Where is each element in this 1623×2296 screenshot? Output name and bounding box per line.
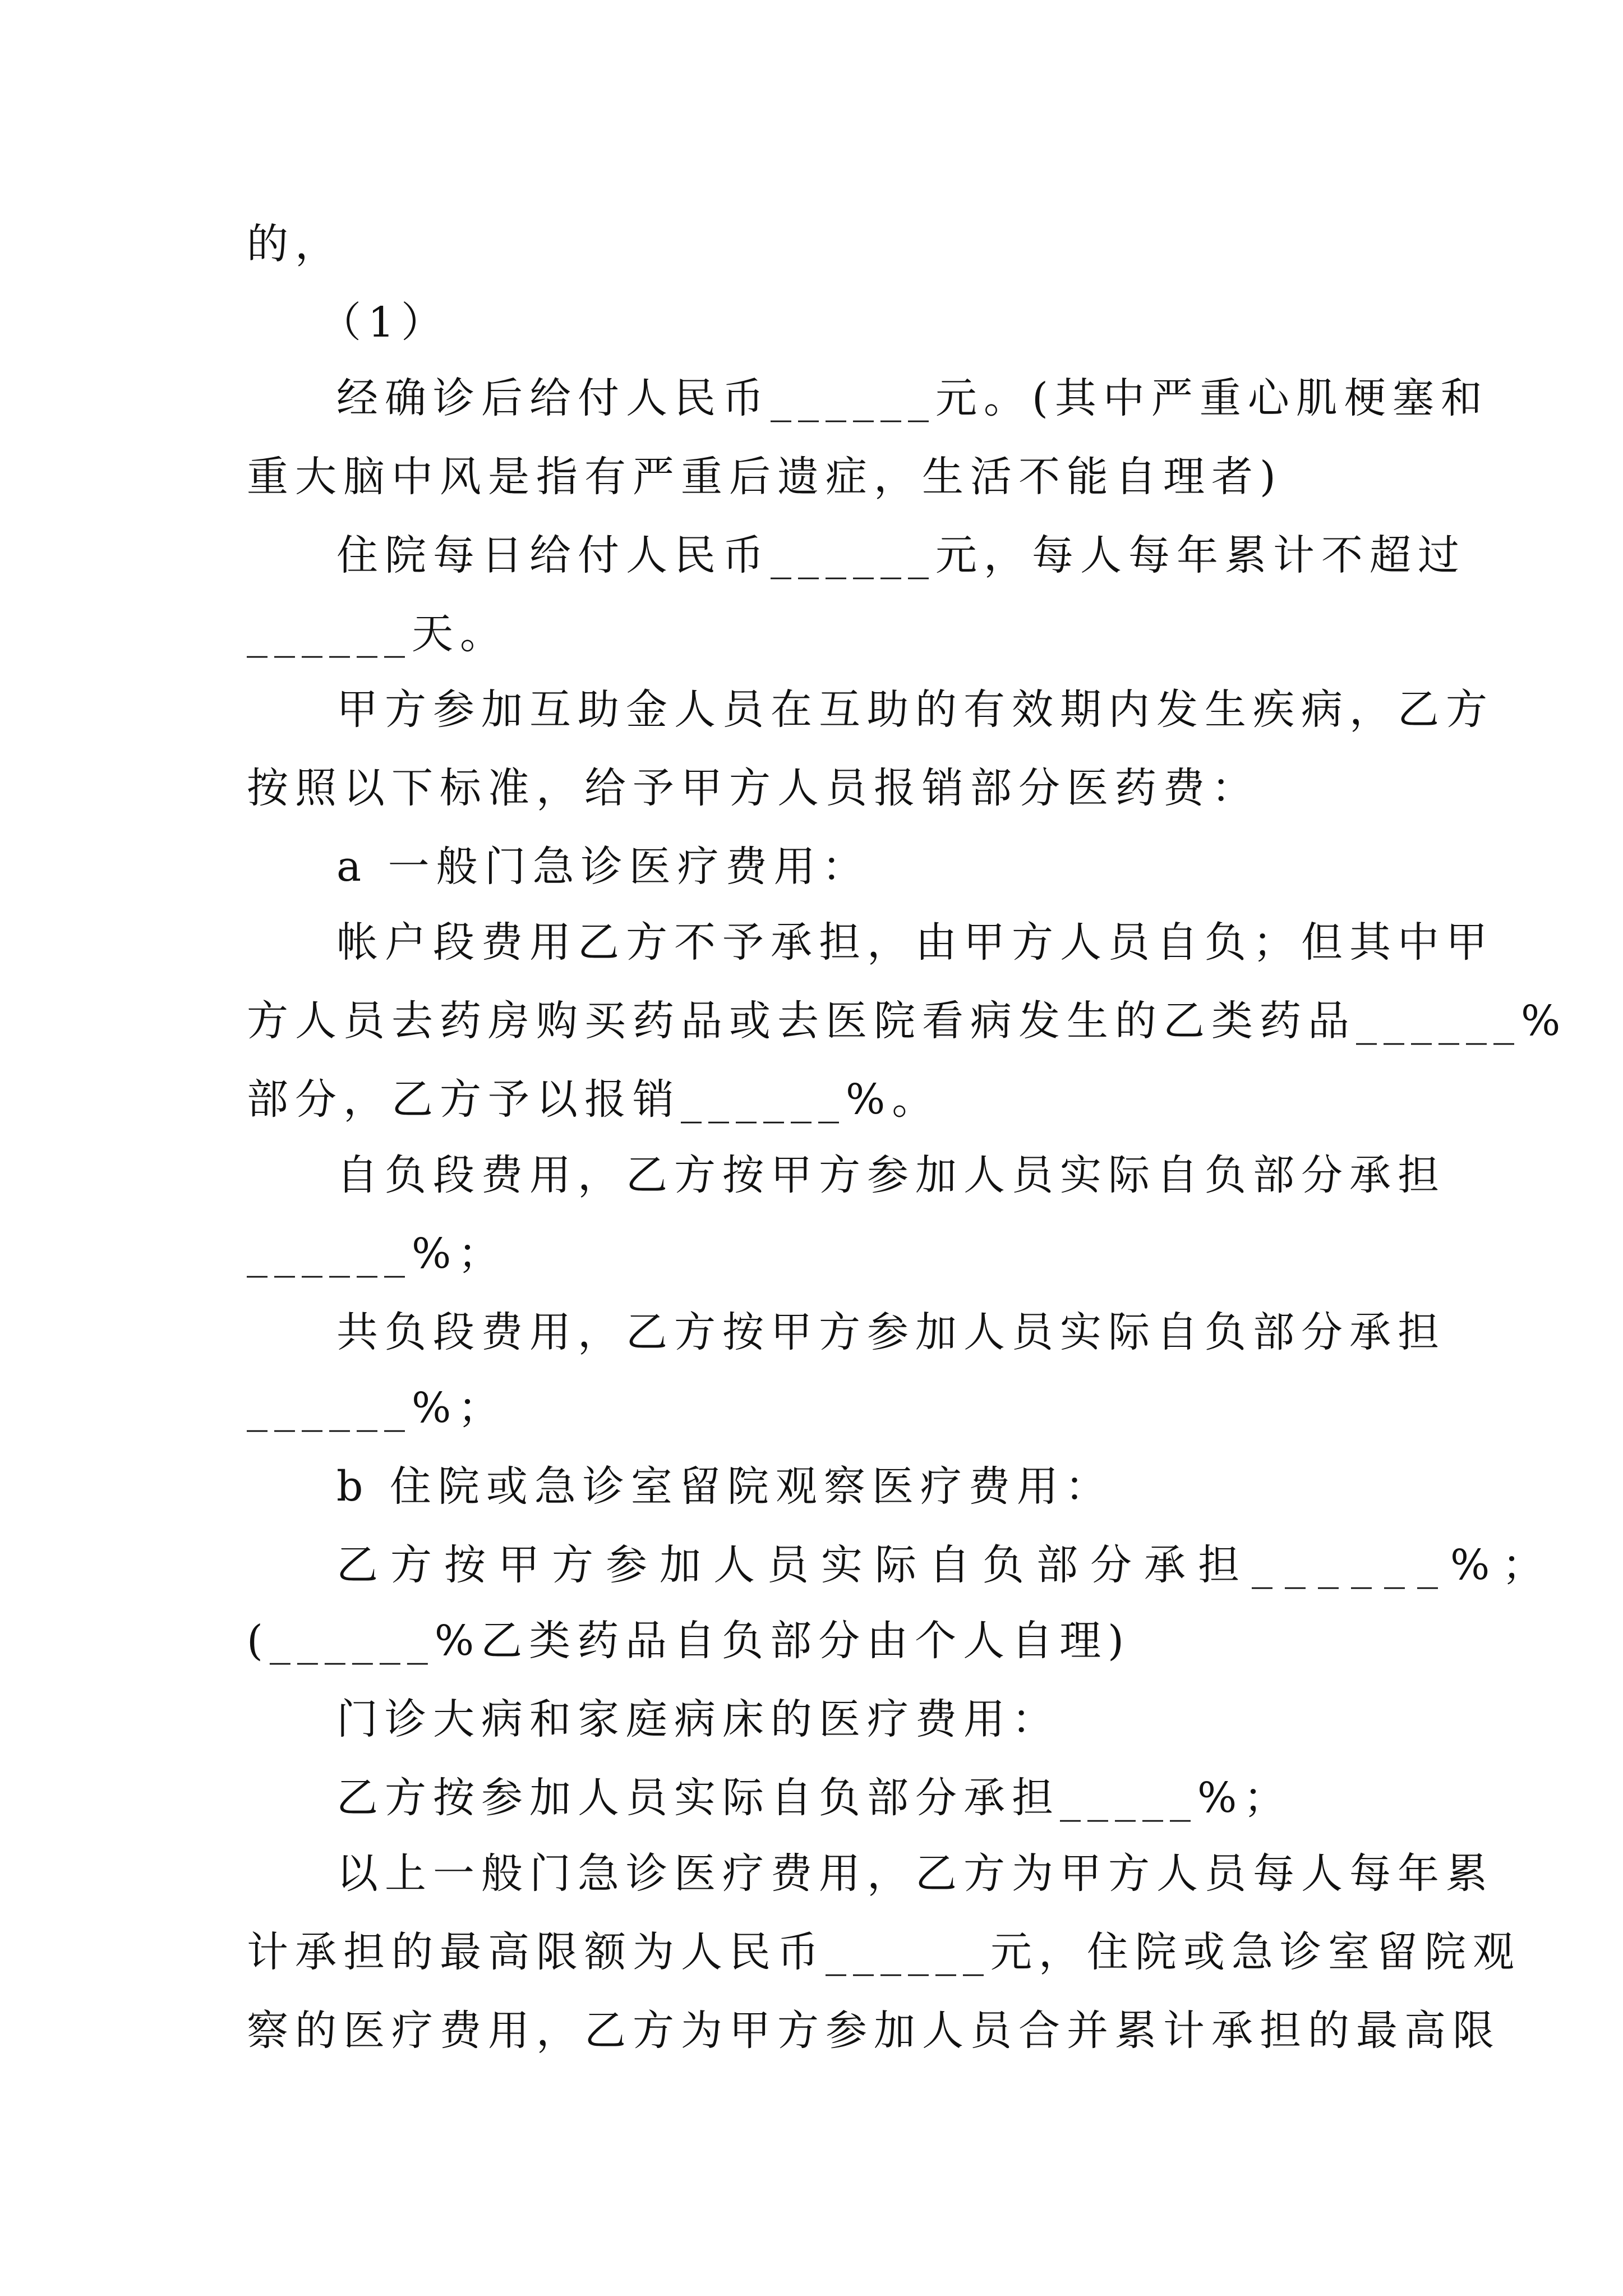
text-line-20: 门诊大病和家庭病床的医疗费用： xyxy=(336,1695,1060,1743)
text-line-2: （1） xyxy=(320,298,450,347)
text-line-9: a 一般门急诊医疗费用： xyxy=(336,843,870,891)
text-line-8: 按照以下标准，给予甲方人员报销部分医药费： xyxy=(247,764,1260,812)
text-line-12: 部分，乙方予以报销______%。 xyxy=(247,1075,940,1124)
text-line-17: b 住院或急诊室留院观察医疗费用： xyxy=(336,1462,1113,1511)
text-line-4: 重大脑中风是指有严重后遗症，生活不能自理者) xyxy=(247,453,1283,501)
text-line-13: 自负段费用，乙方按甲方参加人员实际自负部分承担 xyxy=(336,1151,1446,1199)
text-line-1: 的， xyxy=(247,220,343,268)
text-line-19: (______%乙类药品自负部分由个人自理) xyxy=(247,1617,1131,1665)
text-line-21: 乙方按参加人员实际自负部分承担_____%； xyxy=(336,1774,1292,1822)
text-line-22: 以上一般门急诊医疗费用，乙方为甲方人员每人每年累 xyxy=(336,1849,1494,1898)
text-line-24: 察的医疗费用，乙方为甲方参加人员合并累计承担的最高限 xyxy=(247,2007,1501,2055)
text-line-5: 住院每日给付人民币______元，每人每年累计不超过 xyxy=(336,531,1466,579)
text-line-14: ______%； xyxy=(247,1230,506,1278)
text-line-15: 共负段费用，乙方按甲方参加人员实际自负部分承担 xyxy=(336,1308,1446,1356)
text-line-6: ______天。 xyxy=(247,610,508,658)
text-line-11: 方人员去药房购买药品或去医院看病发生的乙类药品______% xyxy=(247,997,1567,1045)
text-line-23: 计承担的最高限额为人民币______元，住院或急诊室留院观 xyxy=(247,1928,1521,1976)
text-line-18: 乙方按甲方参加人员实际自负部分承担______%； xyxy=(336,1541,1556,1589)
text-line-7: 甲方参加互助金人员在互助的有效期内发生疾病，乙方 xyxy=(336,685,1494,734)
text-line-10: 帐户段费用乙方不予承担，由甲方人员自负；但其中甲 xyxy=(336,918,1494,967)
text-line-3: 经确诊后给付人民币______元。(其中严重心肌梗塞和 xyxy=(336,374,1489,422)
text-line-16: ______%； xyxy=(247,1384,506,1432)
